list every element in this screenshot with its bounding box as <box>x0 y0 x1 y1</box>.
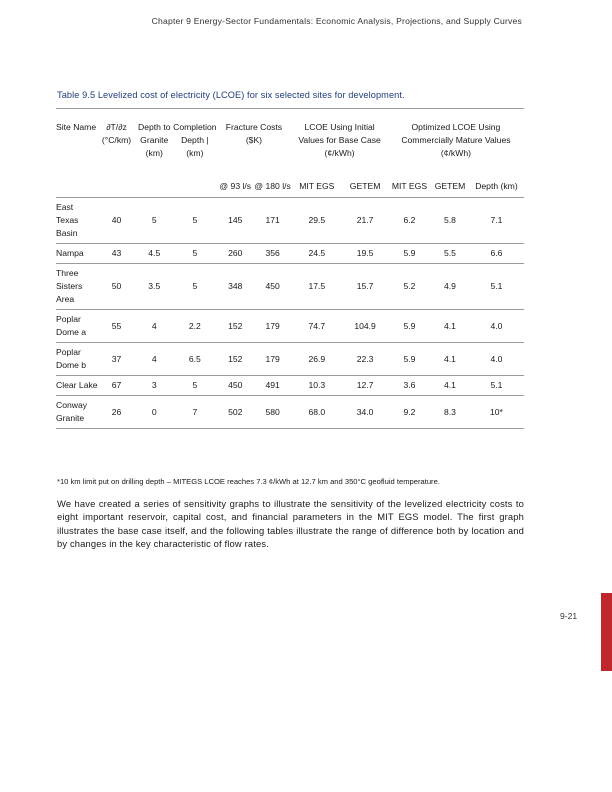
cell-optimized-mit-egs: 9.2 <box>403 406 416 417</box>
cell-gradient: 55 <box>111 320 122 331</box>
cell-completion-depth: 5 <box>192 248 198 258</box>
cell-optimized-depth: 5.1 <box>490 380 503 390</box>
page-number: 9-21 <box>560 611 578 621</box>
cell-fracture-180: 356 <box>265 248 280 258</box>
cell-optimized-mit-egs: 5.2 <box>403 281 416 291</box>
cell-depth-to-granite: 4.5 <box>148 248 161 258</box>
cell-depth-to-granite: 0 <box>151 406 157 417</box>
table-row <box>56 343 524 376</box>
header-optimized-depth: Depth (km) <box>475 181 518 191</box>
header-fracture-180: @ 180 l/s <box>254 181 291 191</box>
cell-optimized-mit-egs: 5.9 <box>403 353 416 364</box>
table-caption: Table 9.5 Levelized cost of electricity (LCOE) for six selected sites for development. <box>57 90 405 100</box>
cell-gradient: 50 <box>111 281 122 291</box>
cell-optimized-mit-egs: 3.6 <box>403 380 416 390</box>
cell-optimized-depth: 5.1 <box>490 281 503 291</box>
cell-fracture-93: 152 <box>228 353 243 364</box>
cell-fracture-93: 260 <box>228 248 243 258</box>
cell-depth-to-granite: 4 <box>151 320 157 331</box>
chapter-edge-tab <box>601 593 612 671</box>
cell-gradient: 43 <box>111 248 122 258</box>
table-row <box>56 244 524 264</box>
cell-initial-mit-egs: 17.5 <box>308 281 326 291</box>
cell-completion-depth: 5 <box>192 281 198 291</box>
table-row <box>56 396 524 429</box>
cell-optimized-depth: 10* <box>489 406 503 417</box>
cell-optimized-mit-egs: 5.9 <box>403 320 416 331</box>
cell-completion-depth: 2.2 <box>188 320 201 331</box>
cell-optimized-depth: 4.0 <box>490 353 503 364</box>
cell-fracture-180: 491 <box>265 380 280 390</box>
cell-fracture-180: 171 <box>265 215 280 225</box>
cell-initial-mit-egs: 68.0 <box>308 406 326 417</box>
cell-fracture-180: 179 <box>265 320 280 331</box>
cell-optimized-getem: 5.5 <box>444 248 456 258</box>
cell-initial-mit-egs: 26.9 <box>308 353 326 364</box>
cell-depth-to-granite: 3 <box>151 380 157 390</box>
cell-optimized-getem: 4.1 <box>444 320 456 331</box>
table-row <box>56 310 524 343</box>
cell-optimized-mit-egs: 5.9 <box>403 248 416 258</box>
cell-initial-mit-egs: 74.7 <box>308 320 326 331</box>
cell-fracture-93: 502 <box>228 406 243 417</box>
header-site-name: Site Name <box>56 122 97 132</box>
cell-initial-getem: 22.3 <box>356 353 374 364</box>
cell-fracture-93: 152 <box>228 320 243 331</box>
table-row <box>56 264 524 310</box>
cell-optimized-getem: 4.1 <box>444 353 456 364</box>
header-optimized-mit-egs: MIT EGS <box>391 181 428 191</box>
cell-fracture-180: 450 <box>265 281 280 291</box>
cell-gradient: 40 <box>111 215 122 225</box>
cell-initial-mit-egs: 10.3 <box>308 380 326 390</box>
cell-depth-to-granite: 5 <box>151 215 157 225</box>
cell-optimized-getem: 8.3 <box>444 406 456 417</box>
cell-optimized-getem: 5.8 <box>444 215 456 225</box>
cell-completion-depth: 7 <box>192 406 198 417</box>
cell-initial-getem: 19.5 <box>356 248 374 258</box>
table-body <box>56 198 524 429</box>
cell-fracture-180: 179 <box>265 353 280 364</box>
cell-optimized-mit-egs: 6.2 <box>403 215 416 225</box>
cell-initial-getem: 104.9 <box>354 320 376 331</box>
cell-fracture-93: 450 <box>228 380 243 390</box>
header-fracture-93: @ 93 l/s <box>219 181 252 191</box>
lcoe-table <box>56 108 524 429</box>
running-head: Chapter 9 Energy-Sector Fundamentals: Economic Analysis, Projections, and Supply Curves <box>151 16 522 26</box>
cell-completion-depth: 5 <box>192 380 198 390</box>
cell-completion-depth: 6.5 <box>188 353 201 364</box>
cell-site-name: East Texas Basin <box>56 202 79 238</box>
header-lcoe-initial: LCOE Using Initial Values for Base Case (¢/kWh) <box>298 122 381 158</box>
cell-site-name: Poplar Dome a <box>56 314 87 337</box>
cell-initial-getem: 15.7 <box>356 281 374 291</box>
cell-completion-depth: 5 <box>192 215 198 225</box>
cell-initial-getem: 21.7 <box>356 215 374 225</box>
body-paragraph: We have created a series of sensitivity graphs to illustrate the sensitivity of the levelized electricity costs to eight important reservoir, capital cost, and financial parameters in the MIT EGS model. The first graph illustrates the base case itself, and the following tables illustrate the range of difference both by location and by changes in the key characteristic of flow rates. <box>57 498 524 550</box>
cell-gradient: 37 <box>111 353 122 364</box>
cell-optimized-depth: 6.6 <box>490 248 503 258</box>
cell-optimized-getem: 4.9 <box>444 281 456 291</box>
cell-initial-mit-egs: 29.5 <box>308 215 326 225</box>
cell-site-name: Three Sisters Area <box>56 268 83 304</box>
cell-gradient: 67 <box>111 380 122 390</box>
header-initial-mit-egs: MIT EGS <box>299 181 335 191</box>
header-optimized-getem: GETEM <box>434 181 466 191</box>
cell-initial-getem: 12.7 <box>356 380 374 390</box>
cell-site-name: Conway Granite <box>56 400 88 423</box>
cell-fracture-93: 145 <box>228 215 243 225</box>
header-gradient: ∂T/∂z (°C/km) <box>101 122 132 145</box>
cell-optimized-getem: 4.1 <box>444 380 456 390</box>
cell-site-name: Poplar Dome b <box>56 347 87 370</box>
table-row <box>56 198 524 244</box>
cell-fracture-180: 580 <box>265 406 280 417</box>
table-row <box>56 376 524 396</box>
cell-gradient: 26 <box>111 406 122 417</box>
cell-initial-mit-egs: 24.5 <box>308 248 326 258</box>
cell-initial-getem: 34.0 <box>356 406 374 417</box>
cell-depth-to-granite: 4 <box>151 353 157 364</box>
header-depth-to-granite: Depth to Granite (km) <box>138 122 171 158</box>
cell-site-name: Clear Lake <box>56 380 98 390</box>
table-footnote: *10 km limit put on drilling depth – MITEGS LCOE reaches 7.3 ¢/kWh at 12.7 km and 350°C geofluid temperature. <box>57 477 440 486</box>
cell-depth-to-granite: 3.5 <box>148 281 161 291</box>
cell-site-name: Nampa <box>56 248 84 258</box>
cell-fracture-93: 348 <box>228 281 243 291</box>
header-optimized-lcoe: Optimized LCOE Using Commercially Mature Values (¢/kWh) <box>401 122 511 158</box>
cell-optimized-depth: 7.1 <box>490 215 503 225</box>
header-initial-getem: GETEM <box>349 181 381 191</box>
header-completion-depth: Completion Depth |(km) <box>173 122 217 158</box>
header-fracture-costs: Fracture Costs ($K) <box>225 122 283 145</box>
cell-optimized-depth: 4.0 <box>490 320 503 331</box>
